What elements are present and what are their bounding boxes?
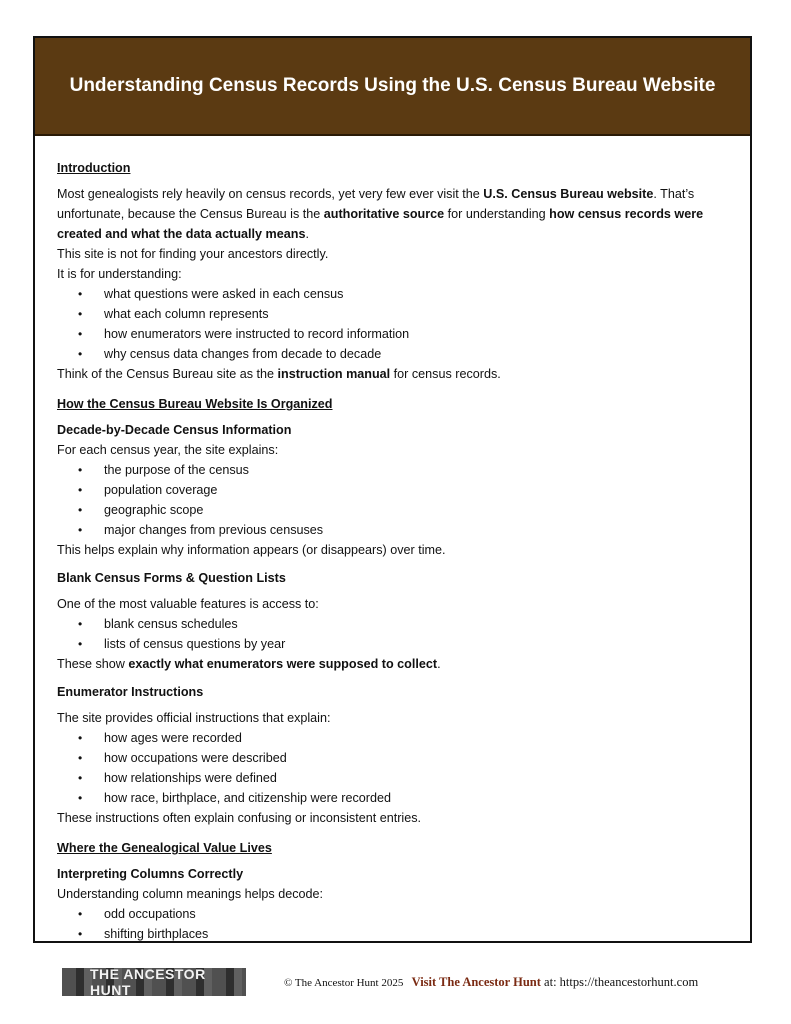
columns-bullet-list [57, 904, 730, 944]
intro-heading: Introduction [57, 161, 131, 175]
list-item: • major changes from previous censuses [57, 520, 730, 540]
list-item: • how occupations were described [57, 748, 730, 768]
value-heading: Where the Genealogical Value Lives [57, 841, 272, 855]
forms-lead: One of the most valuable features is access to: [57, 597, 319, 611]
forms-closing: These show exactly what enumerators were supposed to collect. [57, 657, 441, 671]
decade-lead: For each census year, the site explains: [57, 443, 279, 457]
intro-line-2: This site is not for finding your ancestors directly. [57, 247, 329, 261]
decade-heading: Decade-by-Decade Census Information [57, 423, 292, 437]
list-item: • what each column represents [57, 304, 730, 324]
page-frame [33, 36, 752, 943]
list-item: • blank census schedules [57, 614, 730, 634]
enumerator-heading: Enumerator Instructions [57, 685, 204, 699]
list-item: • shifting birthplaces [57, 924, 730, 944]
forms-heading: Blank Census Forms & Question Lists [57, 571, 286, 585]
page-footer [62, 968, 752, 996]
intro-bullet-list [57, 284, 730, 364]
footer-visit-link[interactable]: Visit The Ancestor Hunt [411, 974, 541, 989]
logo-text: THE ANCESTOR HUNT [90, 968, 206, 996]
footer-text [284, 975, 698, 990]
footer-copyright: © The Ancestor Hunt 2025 [284, 976, 404, 989]
list-item: • what questions were asked in each census [57, 284, 730, 304]
list-item: • geographic scope [57, 500, 730, 520]
decade-closing: This helps explain why information appears (or disappears) over time. [57, 543, 446, 557]
list-item: • how ages were recorded [57, 728, 730, 748]
intro-line-3: It is for understanding: [57, 267, 182, 281]
columns-heading: Interpreting Columns Correctly [57, 867, 244, 881]
enumerator-bullet-list [57, 728, 730, 808]
enumerator-lead: The site provides official instructions that explain: [57, 711, 331, 725]
enumerator-closing: These instructions often explain confusing or inconsistent entries. [57, 811, 422, 825]
columns-lead: Understanding column meanings helps decode: [57, 887, 324, 901]
document-body [57, 156, 730, 944]
organized-heading: How the Census Bureau Website Is Organized [57, 397, 333, 411]
list-item: • population coverage [57, 480, 730, 500]
list-item: • the purpose of the census [57, 460, 730, 480]
list-item: • how relationships were defined [57, 768, 730, 788]
page-title: Understanding Census Records Using the U.S. Census Bureau Website [69, 75, 716, 96]
intro-paragraph: Most genealogists rely heavily on census records, yet very few ever visit the U.S. Census Bureau website. That’s unfortunate, because the Census Bureau is the authoritative source for understanding how census records were created and what the data actually means. [57, 187, 704, 241]
ancestor-hunt-logo [62, 968, 246, 996]
list-item: • odd occupations [57, 904, 730, 924]
intro-closing: Think of the Census Bureau site as the instruction manual for census records. [57, 367, 501, 381]
footer-url[interactable]: at: https://theancestorhunt.com [540, 974, 699, 989]
title-banner [35, 38, 750, 136]
decade-bullet-list [57, 460, 730, 540]
list-item: • how race, birthplace, and citizenship were recorded [57, 788, 730, 808]
list-item: • how enumerators were instructed to record information [57, 324, 730, 344]
list-item: • lists of census questions by year [57, 634, 730, 654]
forms-bullet-list [57, 614, 730, 654]
list-item: • why census data changes from decade to decade [57, 344, 730, 364]
